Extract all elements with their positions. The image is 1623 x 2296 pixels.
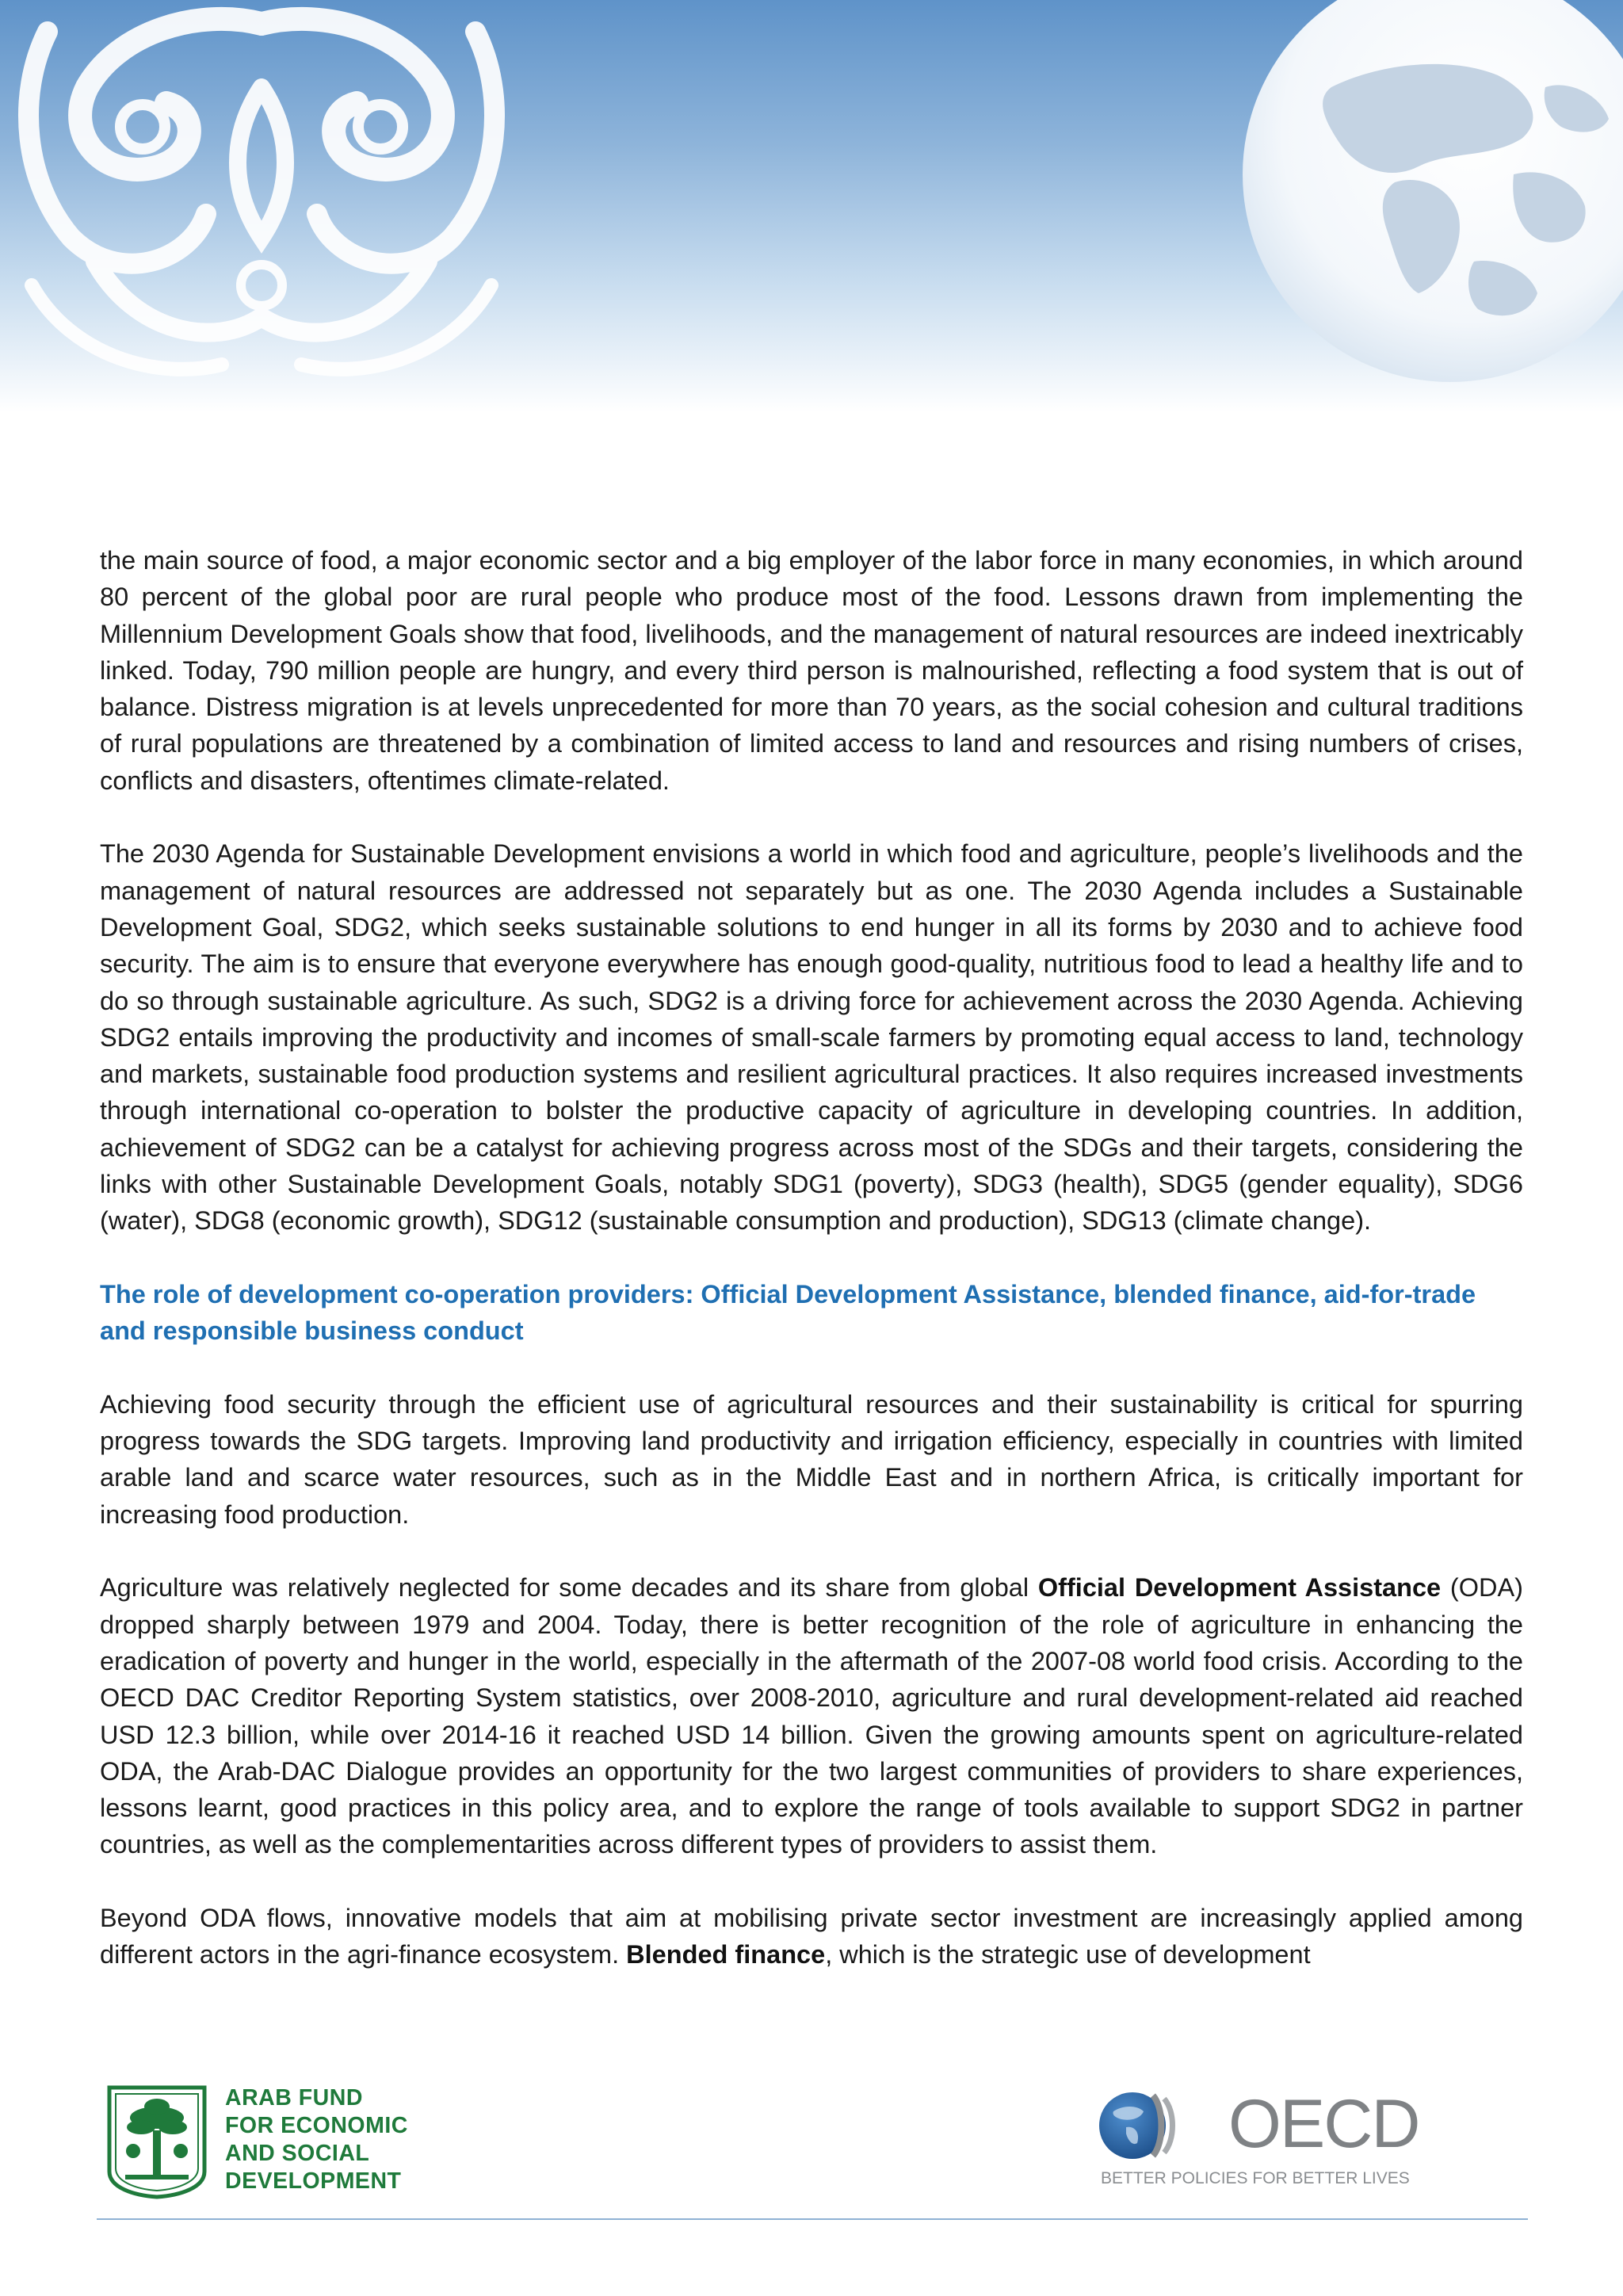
paragraph-4-start: Agriculture was relatively neglected for some decades and its share from global [100,1573,1038,1603]
paragraph-5-start: Beyond ODA flows, innovative models that aim at mobilising private sector investment are increasingly applied among different actors in the agri-finance ecosystem. [100,1903,1523,1969]
arabesque-ornament-icon [0,0,523,388]
body-text [100,542,1523,1973]
oecd-globe-icon [1098,2088,1177,2164]
arab-fund-logo [105,2076,408,2205]
arab-fund-line-4: DEVELOPMENT [225,2168,402,2194]
arab-fund-name [225,2084,415,2195]
paragraph-5-end: , which is the strategic use of development [825,1940,1311,1969]
paragraph-3: Achieving food security through the efficient use of agricultural resources and their sustainability is critical for spurring progress towards the SDG targets. Improving land productivity and irrigation efficiency, especially in countries with limited arable land and scarce water resources, such as in the Middle East and in northern Africa, is critically important for increasing food production. [100,1389,1523,1529]
palm-tree-emblem-icon [105,2083,209,2200]
paragraph-4-end: (ODA) dropped sharply between 1979 and 2004. Today, there is better recognition of the role of agriculture in enhancing the eradication of poverty and hunger in the world, especially in the aftermath of the 2007-08 world food crisis. According to the OECD DAC Creditor Reporting System statistics, over 2008-2010, agriculture and rural development-related aid reached USD 12.3 billion, while over 2014-16 it reached USD 14 billion. Given the growing amounts spent on agriculture-related ODA, the Arab-DAC Dialogue provides an opportunity for the two largest communities of providers to share experiences, lessons learnt, good practices in this policy area, and to explore the range of tools available to support SDG2 in partner countries, as well as the complementarities across different types of providers to assist them. [100,1573,1523,1859]
oecd-tagline: BETTER POLICIES FOR BETTER LIVES [1101,2169,1410,2187]
paragraph-1: the main source of food, a major economic sector and a big employer of the labor force in many economies, in which around 80 percent of the global poor are rural people who produce most of the food. Lessons drawn from implementing the Millennium Development Goals show that food, livelihoods, and the management of natural resources are indeed inextricably linked. Today, 790 million people are hungry, and every third person is malnourished, reflecting a food system that is out of balance. Distress migration is at levels unprecedented for more than 70 years, as the social cohesion and cultural traditions of rural populations are threatened by a combination of limited access to land and resources and rising numbers of crises, conflicts and disasters, oftentimes climate-related. [100,546,1523,795]
globe-icon [1212,0,1623,396]
oecd-logo [1098,2083,1423,2194]
arab-fund-line-1: ARAB FUND [225,2085,363,2111]
paragraph-5 [100,1900,1523,1973]
paragraph-4-bold: Official Development Assistance [1037,1573,1442,1603]
oecd-wordmark: OECD [1228,2086,1419,2162]
footer-divider [97,2218,1528,2220]
section-heading: The role of development co-operation providers: Official Development Assistance, blended finance, aid-for-trade and responsible business conduct [100,1279,1476,1346]
header-banner [0,0,1623,412]
paragraph-4 [100,1569,1523,1862]
arab-fund-line-2: FOR ECONOMIC [225,2113,408,2138]
paragraph-5-bold: Blended finance [626,1940,826,1969]
paragraph-2: The 2030 Agenda for Sustainable Development envisions a world in which food and agriculture, people’s livelihoods and the management of natural resources are addressed not separately but as one. The 2030 Agenda includes a Sustainable Development Goal, SDG2, which seeks sustainable solutions to end hunger in all its forms by 2030 and to achieve food security. The aim is to ensure that everyone everywhere has enough good-quality, nutritious food to lead a healthy life and to do so through sustainable agriculture. As such, SDG2 is a driving force for achievement across the 2030 Agenda. Achieving SDG2 entails improving the productivity and incomes of small-scale farmers by promoting equal access to land, technology and markets, sustainable food production systems and resilient agricultural practices. It also requires increased investments through international co-operation to bolster the productive capacity of agriculture in developing countries. In addition, achievement of SDG2 can be a catalyst for achieving progress across most of the SDGs and their targets, considering the links with other Sustainable Development Goals, notably SDG1 (poverty), SDG3 (health), SDG5 (gender equality), SDG6 (water), SDG8 (economic growth), SDG12 (sustainable consumption and production), SDG13 (climate change). [100,839,1523,1236]
arab-fund-line-3: AND SOCIAL [225,2141,370,2166]
